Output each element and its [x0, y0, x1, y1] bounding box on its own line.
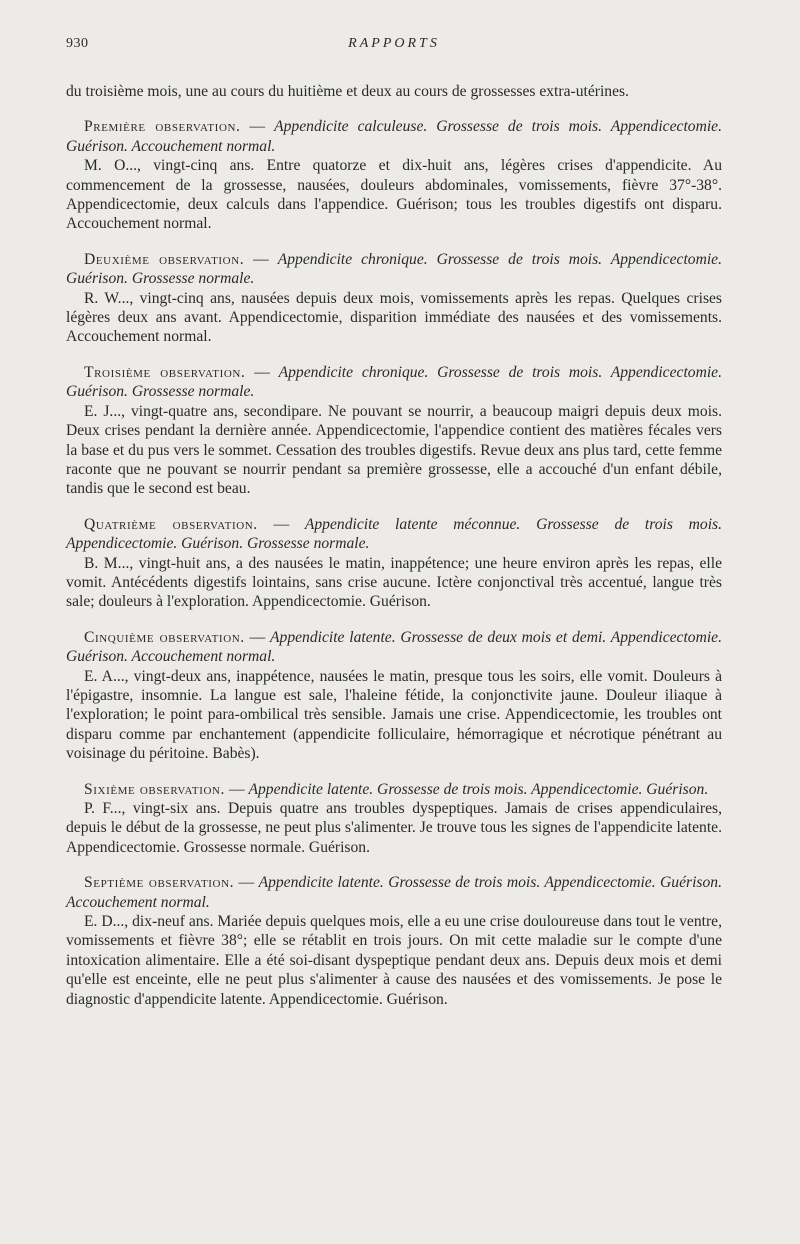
page-content	[66, 82, 722, 1009]
observation-heading	[66, 363, 722, 402]
observation-heading	[66, 515, 722, 554]
observation-label: Sixième observation.	[84, 780, 226, 798]
observation-title: Appendicite latente. Grossesse de trois mois. Appendicectomie. Guérison. Accouchement normal.	[66, 874, 722, 911]
observation-body: E. D..., dix-neuf ans. Mariée depuis quelques mois, elle a eu une crise douloureuse dans tout le ventre, vomissements et fièvre 38°; elle se rétablit en trois jours. On mit cette maladie sur le compte d'une intoxication alimentaire. Elle a été soi-disant dyspeptique pendant deux ans. Depuis deux mois et demi qu'elle est enceinte, elle ne peut plus s'alimenter à cause des nausées et des vomissements. Je pose le diagnostic d'appendicite latente. Appendicectomie. Guérison.	[66, 913, 722, 1008]
intro-paragraph: du troisième mois, une au cours du huitième et deux au cours de grossesses extra-utérines.	[66, 83, 629, 100]
observation-heading	[66, 250, 722, 289]
observation-body: P. F..., vingt-six ans. Depuis quatre ans troubles dyspeptiques. Jamais de crises appendiculaires, depuis le début de la grossesse, ne peut plus s'alimenter. Je trouve tous les signes de l'appendicite latente. Appendicectomie. Grossesse normale. Guérison.	[66, 800, 722, 856]
observation-5	[66, 628, 722, 764]
observation-label: Quatrième observation.	[84, 515, 258, 533]
observation-body: M. O..., vingt-cinq ans. Entre quatorze et dix-huit ans, légères crises d'appendicite. Au commencement de la grossesse, nausées, douleurs abdominales, vomissements, fièvre 37°-38°. Appendicectomie, deux calculs dans l'appendice. Guérison; tous les troubles digestifs ont disparu. Accouchement normal.	[66, 157, 722, 233]
observation-title: Appendicite calculeuse. Grossesse de trois mois. Appendicectomie. Guérison. Accouchement normal.	[66, 118, 722, 155]
observation-dash: —	[244, 628, 270, 646]
observation-title: Appendicite latente méconnue. Grossesse de trois mois. Appendicectomie. Guérison. Grossesse normale.	[66, 515, 723, 553]
observation-body: R. W..., vingt-cinq ans, nausées depuis deux mois, vomissements après les repas. Quelques crises légères deux ans avant. Appendicectomie, disparition immédiate des nausées et des vomissements. Accouchement normal.	[66, 289, 722, 346]
page-header	[66, 36, 722, 58]
observation-heading	[66, 780, 722, 799]
observation-label: Cinquième observation.	[84, 628, 245, 646]
observation-label: Septième observation.	[84, 874, 235, 892]
page-number: 930	[66, 36, 89, 51]
observation-body: E. A..., vingt-deux ans, inappétence, nausées le matin, presque tous les soirs, elle vomit. Douleurs à l'épigastre, insomnie. La langue est sale, l'haleine fétide, la conjonctivite jaune. Douleur iliaque à l'exploration; le point para-ombilical très sensible. Jamais une crise. Appendicectomie, les troubles ont disparu comme par enchantement (appendicite folliculaire, hémorragique et nécrotique pénétrant au voisinage du péritoine. Babès).	[66, 667, 722, 763]
observation-7	[66, 873, 722, 1009]
observation-dash: —	[257, 515, 305, 533]
observation-4	[66, 515, 722, 612]
observation-dash: —	[234, 874, 259, 892]
observation-2	[66, 250, 722, 347]
observation-body: B. M..., vingt-huit ans, a des nausées le matin, inappétence; une heure environ après les repas, elle vomit. Antécédents digestifs lointains, sans crise aucune. Ictère conjonctival très accentué, langue très sale; douleurs à l'exploration. Appendicectomie. Guérison.	[66, 554, 722, 611]
observation-heading	[66, 628, 722, 667]
observation-title: Appendicite latente. Grossesse de deux mois et demi. Appendicectomie. Guérison. Accouchement normal.	[66, 628, 722, 666]
observation-3	[66, 363, 722, 499]
observation-title: Appendicite latente. Grossesse de trois mois. Appendicectomie. Guérison.	[248, 780, 709, 798]
observation-heading	[66, 117, 722, 156]
observation-6	[66, 780, 722, 858]
observation-label: Première observation.	[84, 118, 241, 136]
observation-dash: —	[225, 780, 249, 798]
observation-dash: —	[244, 250, 278, 268]
observation-title: Appendicite chronique. Grossesse de trois mois. Appendicectomie. Guérison. Grossesse normale.	[66, 363, 722, 401]
observation-dash: —	[245, 363, 279, 381]
observation-heading	[66, 873, 722, 912]
observation-dash: —	[240, 118, 275, 136]
running-title: RAPPORTS	[348, 36, 440, 51]
observation-label: Troisième observation.	[84, 363, 246, 381]
observation-title: Appendicite chronique. Grossesse de trois mois. Appendicectomie. Guérison. Grossesse normale.	[66, 250, 722, 288]
observation-body: E. J..., vingt-quatre ans, secondipare. Ne pouvant se nourrir, a beaucoup maigri depuis deux mois. Deux crises pendant la dernière année. Appendicectomie, l'appendice contient des matières fécales vers la base et du pus vers le sommet. Cessation des troubles digestifs. Revue deux ans plus tard, cette femme raconte que ne pouvant se nourrir pendant sa première grossesse, elle a accouché d'un enfant débile, tandis que le second est beau.	[66, 402, 722, 498]
observation-label: Deuxième observation.	[84, 250, 245, 268]
observation-1	[66, 117, 722, 233]
